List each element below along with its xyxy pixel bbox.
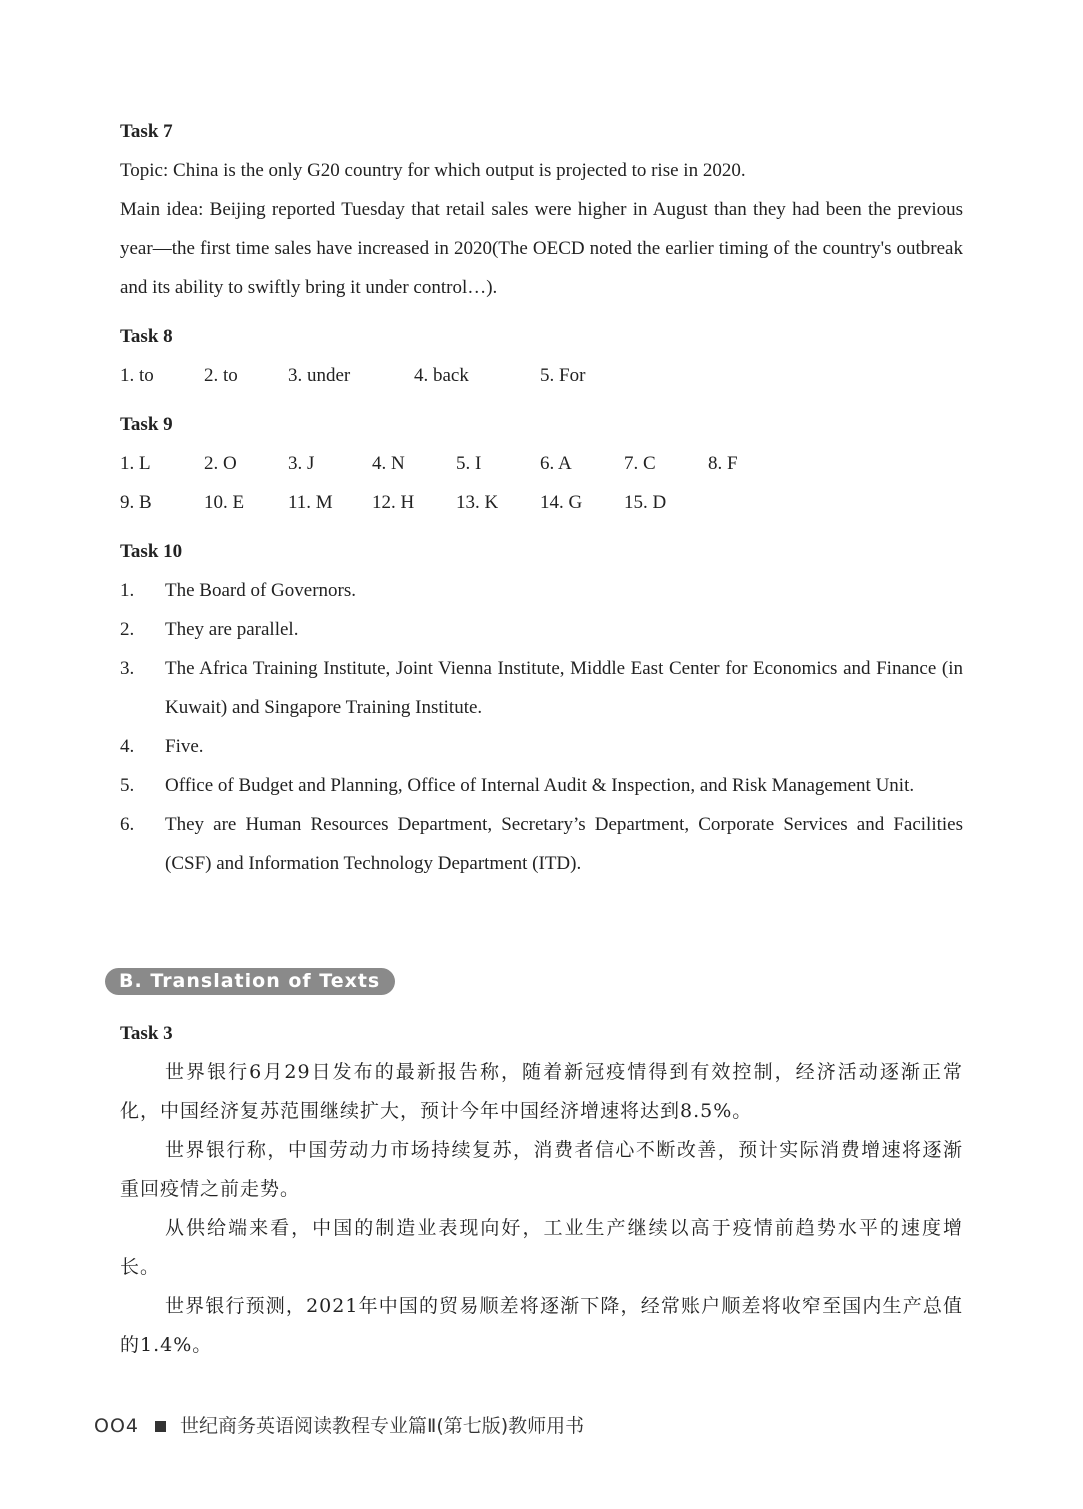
item-text: Office of Budget and Planning, Office of Internal Audit & Inspection, and Risk Management Unit. <box>165 775 915 796</box>
task9-answers-row2 <box>120 483 963 522</box>
translation-paragraph: 世界银行预测，2021年中国的贸易顺差将逐渐下降，经常账户顺差将收窄至国内生产总值的1.4%。 <box>120 1295 963 1356</box>
translation-paragraph: 世界银行称，中国劳动力市场持续复苏，消费者信心不断改善，预计实际消费增速将逐渐重回疫情之前走势。 <box>120 1139 963 1200</box>
item-text: The Board of Governors. <box>165 580 357 601</box>
item-text: They are parallel. <box>165 619 299 640</box>
task9-answer: 8. F <box>708 453 738 474</box>
task8-answer: 5. For <box>540 365 586 386</box>
item-text: The Africa Training Institute, Joint Vienna Institute, Middle East Center for Economics and Finance (in Kuwait) and Singapore Training Institute. <box>165 658 963 718</box>
translation-section <box>120 1014 963 1365</box>
item-number: 6. <box>120 814 135 835</box>
task9-answer: 1. L <box>120 453 151 474</box>
task9-answer: 10. E <box>204 492 245 513</box>
page-footer <box>94 1412 584 1440</box>
task9-answer: 5. I <box>456 453 482 474</box>
task9-answer: 13. K <box>456 492 499 513</box>
task7-topic: Topic: China is the only G20 country for which output is projected to rise in 2020. <box>120 160 746 181</box>
list-item <box>120 727 963 766</box>
task9-answer: 14. G <box>540 492 583 513</box>
task3-title: Task 3 <box>120 1023 173 1044</box>
task8-answers <box>120 356 963 395</box>
task9-answer: 7. C <box>624 453 656 474</box>
item-text: They are Human Resources Department, Secretary’s Department, Corporate Services and Facilities (CSF) and Information Technology Department (ITD). <box>165 814 963 874</box>
task9-answer: 4. N <box>372 453 405 474</box>
answer-key-content <box>120 112 963 883</box>
square-bullet-icon <box>155 1421 166 1432</box>
task8-answer: 2. to <box>204 365 238 386</box>
task8-answer: 3. under <box>288 365 351 386</box>
task7-main-idea: Main idea: Beijing reported Tuesday that retail sales were higher in August than they had been the previous year—the first time sales have increased in 2020(The OECD noted the earlier timing of the country's outbreak and its ability to swiftly bring it under control…). <box>120 199 963 298</box>
item-text: Five. <box>165 736 204 757</box>
item-number: 4. <box>120 736 135 757</box>
task9-title: Task 9 <box>120 414 173 435</box>
item-number: 3. <box>120 658 135 679</box>
section-b-banner: B. Translation of Texts <box>105 968 395 995</box>
page-number: OO4 <box>94 1415 139 1437</box>
translation-paragraph: 世界银行6月29日发布的最新报告称，随着新冠疫情得到有效控制，经济活动逐渐正常化，中国经济复苏范围继续扩大，预计今年中国经济增速将达到8.5%。 <box>120 1061 963 1122</box>
item-number: 2. <box>120 619 135 640</box>
task10-answer-list <box>120 571 963 883</box>
task10-title: Task 10 <box>120 541 183 562</box>
list-item <box>120 571 963 610</box>
task8-title: Task 8 <box>120 326 173 347</box>
book-title: 世纪商务英语阅读教程专业篇Ⅱ(第七版)教师用书 <box>180 1415 585 1437</box>
list-item <box>120 805 963 883</box>
list-item <box>120 610 963 649</box>
task9-answer: 15. D <box>624 492 667 513</box>
list-item <box>120 766 963 805</box>
task9-answers-row1 <box>120 444 963 483</box>
task9-answer: 9. B <box>120 492 152 513</box>
task9-answer: 6. A <box>540 453 572 474</box>
task7-title: Task 7 <box>120 121 173 142</box>
task9-answer: 12. H <box>372 492 415 513</box>
translation-paragraph: 从供给端来看，中国的制造业表现向好，工业生产继续以高于疫情前趋势水平的速度增长。 <box>120 1217 963 1278</box>
task9-answer: 2. O <box>204 453 237 474</box>
list-item <box>120 649 963 727</box>
task8-answer: 4. back <box>414 365 469 386</box>
task9-answer: 11. M <box>288 492 333 513</box>
task8-answer: 1. to <box>120 365 154 386</box>
item-number: 1. <box>120 580 135 601</box>
task9-answer: 3. J <box>288 453 315 474</box>
item-number: 5. <box>120 775 135 796</box>
